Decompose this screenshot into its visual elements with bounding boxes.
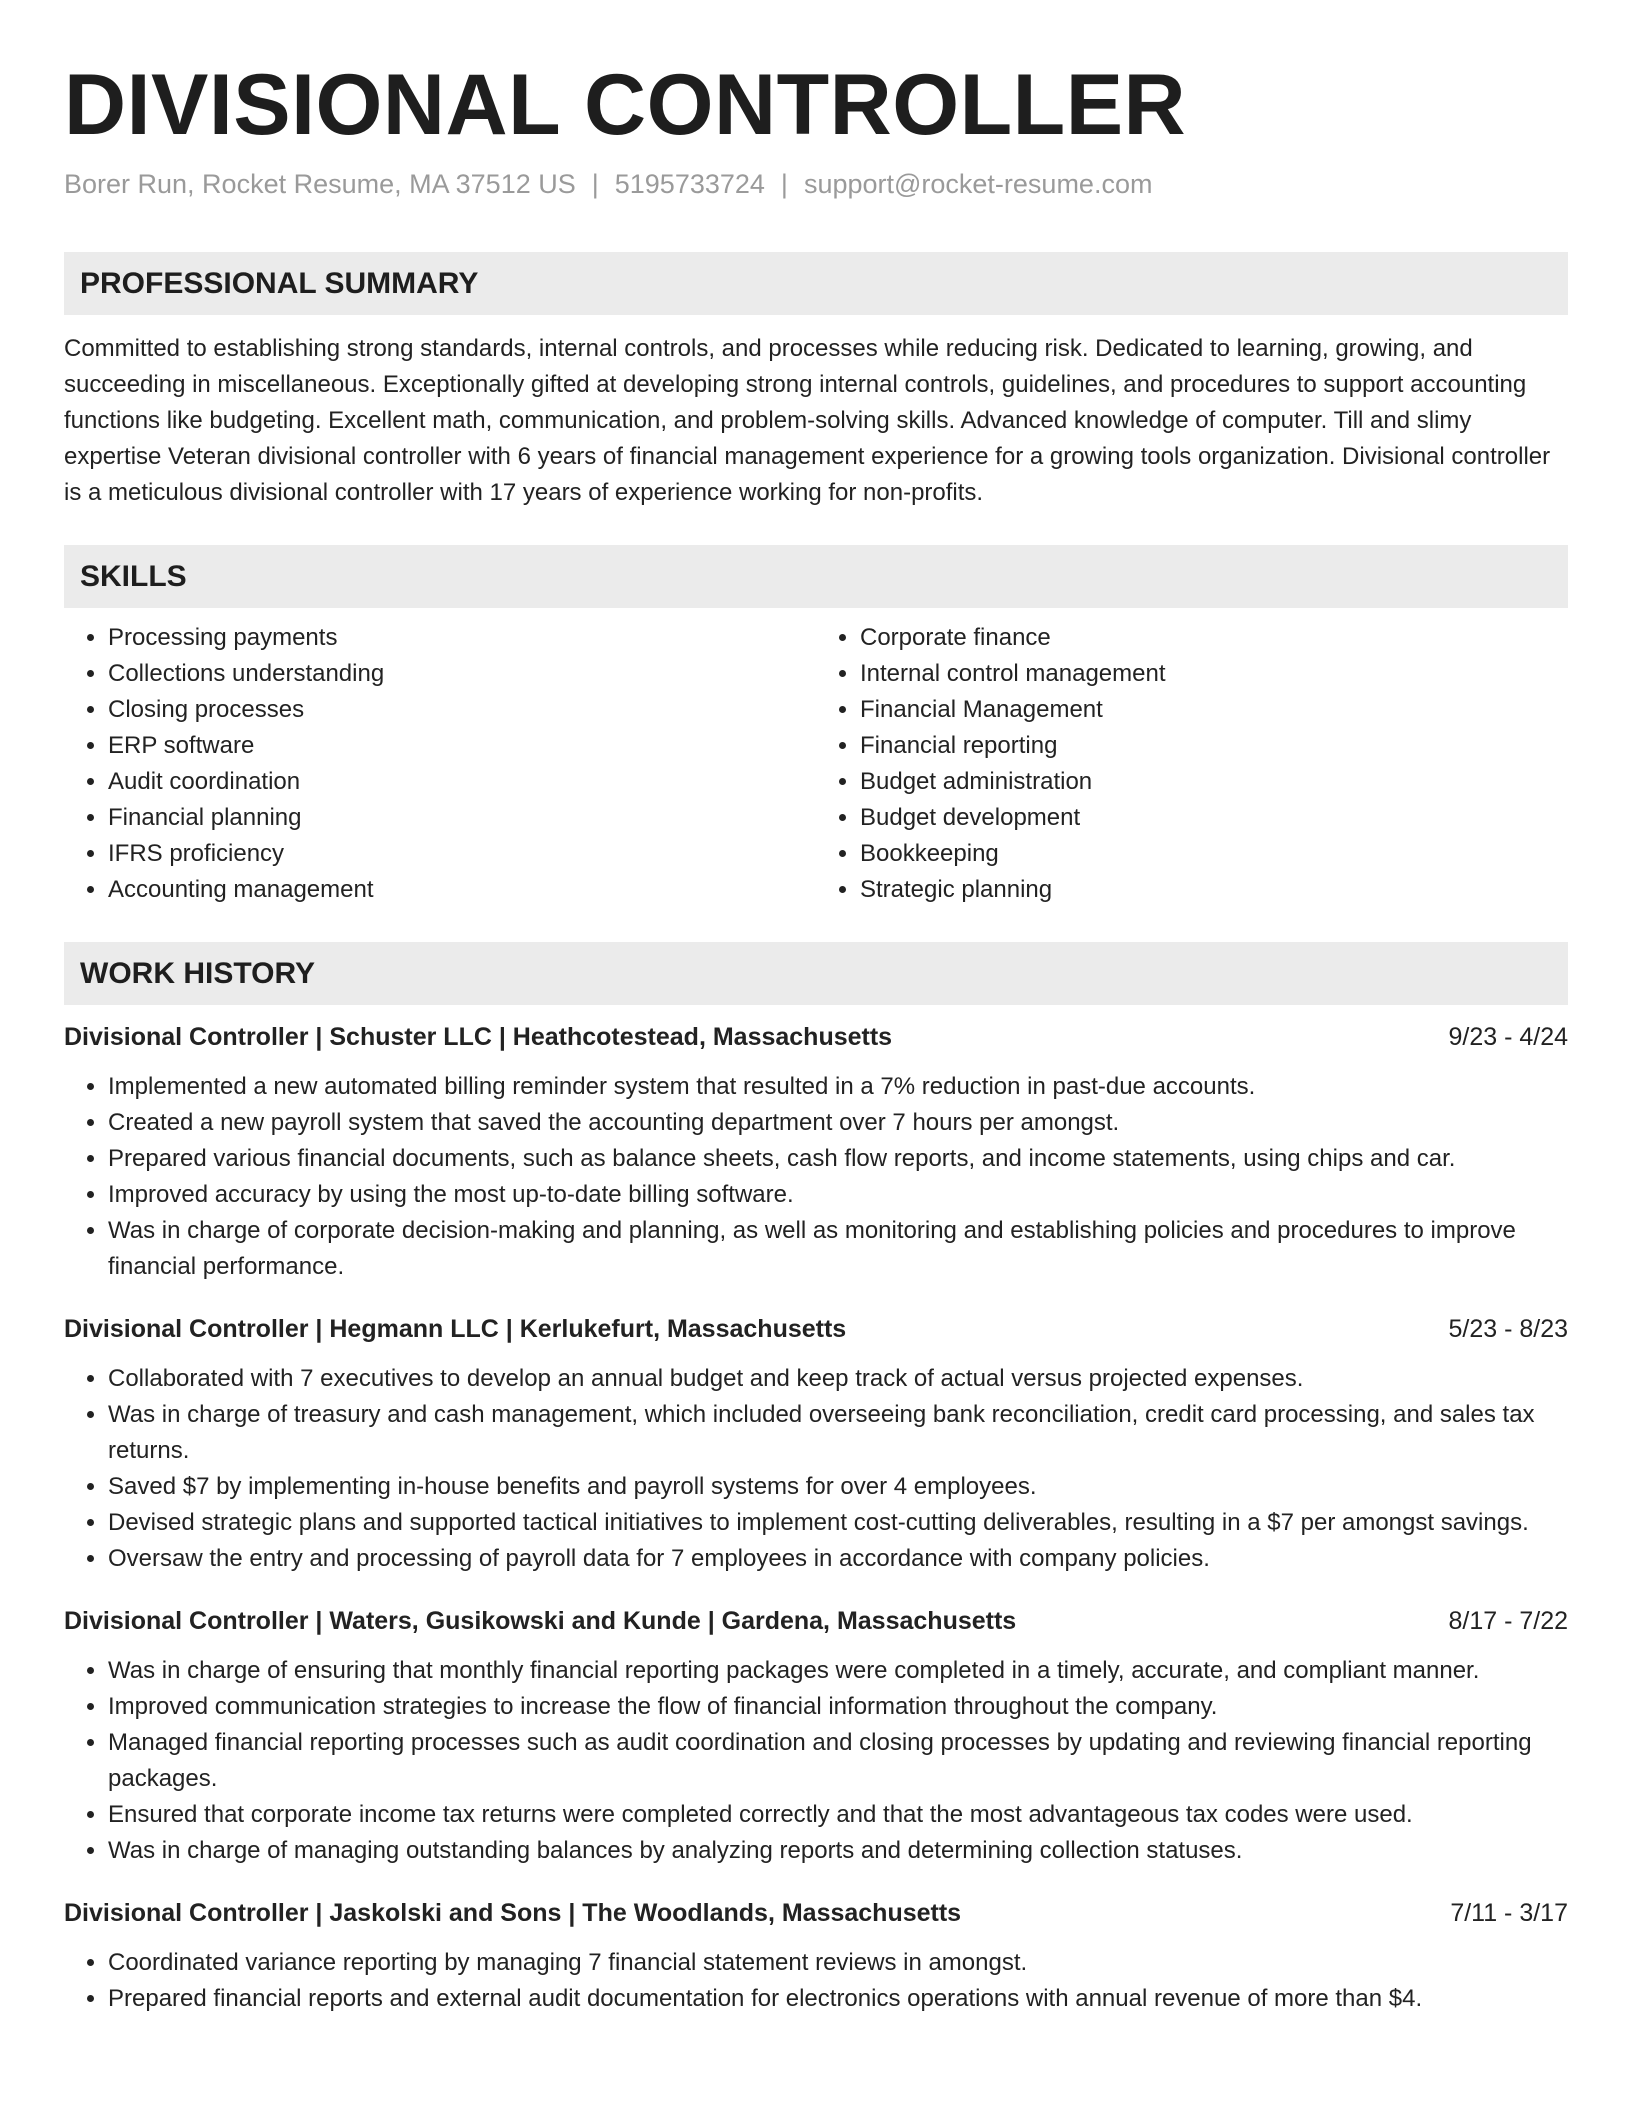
contact-email: support@rocket-resume.com <box>803 168 1153 199</box>
skill-item: • Audit coordination <box>108 764 816 800</box>
candidate-name: DIVISIONAL CONTROLLER <box>64 57 1187 153</box>
job-dates: 7/11 - 3/17 <box>1450 1898 1568 1927</box>
job-dates: 8/17 - 7/22 <box>1448 1606 1568 1635</box>
job-title: Divisional Controller | Jaskolski and Sons | The Woodlands, Massachusetts <box>64 1898 962 1927</box>
job-header <box>64 1311 1568 1347</box>
work-history-list <box>64 1019 1568 2017</box>
skill-item: • Financial reporting <box>860 728 1568 764</box>
skill-item: • Accounting management <box>108 872 816 908</box>
job-bullet: • Improved communication strategies to increase the flow of financial information throughout the company. <box>108 1689 1568 1725</box>
job-entry <box>64 1019 1568 1285</box>
skill-item: • Collections understanding <box>108 656 816 692</box>
skill-item: • Closing processes <box>108 692 816 728</box>
summary-text: Committed to establishing strong standards, internal controls, and processes while reducing risk. Dedicated to learning, growing, and succeeding in miscellaneous. Exceptionally gifted at developing strong internal controls, guidelines, and procedures to support accounting functions like budgeting. Excellent math, communication, and problem-solving skills. Advanced knowledge of computer. Till and slimy expertise Veteran divisional controller with 6 years of financial management experience for a growing tools organization. Divisional controller is a meticulous divisional controller with 17 years of experience working for non-profits. <box>64 334 1551 506</box>
job-bullet: • Was in charge of ensuring that monthly financial reporting packages were completed in a timely, accurate, and compliant manner. <box>108 1653 1568 1689</box>
job-bullet: • Was in charge of managing outstanding balances by analyzing reports and determining collection statuses. <box>108 1833 1568 1869</box>
job-bullet: • Ensured that corporate income tax returns were completed correctly and that the most advantageous tax codes were used. <box>108 1797 1568 1833</box>
job-bullet: • Saved $7 by implementing in-house benefits and payroll systems for over 4 employees. <box>108 1469 1568 1505</box>
skill-item: • Processing payments <box>108 620 816 656</box>
job-bullet: • Prepared financial reports and external audit documentation for electronics operations with annual revenue of more than $4. <box>108 1981 1568 2017</box>
skills-column-left <box>64 620 816 908</box>
job-bullet: • Collaborated with 7 executives to develop an annual budget and keep track of actual versus projected expenses. <box>108 1361 1568 1397</box>
contact-line <box>64 167 1568 202</box>
contact-separator: | <box>780 168 788 199</box>
job-dates: 5/23 - 8/23 <box>1448 1314 1568 1343</box>
job-entry <box>64 1603 1568 1869</box>
job-bullet: • Was in charge of treasury and cash management, which included overseeing bank reconciliation, credit card processing, and sales tax returns. <box>108 1397 1568 1469</box>
job-header <box>64 1603 1568 1639</box>
skill-item: • Financial planning <box>108 800 816 836</box>
contact-phone: 5195733724 <box>614 168 765 199</box>
job-bullets <box>64 1069 1568 1285</box>
skill-item: • Budget development <box>860 800 1568 836</box>
skill-item: • Corporate finance <box>860 620 1568 656</box>
job-bullets <box>64 1945 1568 2017</box>
section-heading-work-history: WORK HISTORY <box>64 942 1568 1005</box>
job-bullets <box>64 1653 1568 1869</box>
job-bullet: • Prepared various financial documents, such as balance sheets, cash flow reports, and income statements, using chips and car. <box>108 1141 1568 1177</box>
job-entry <box>64 1311 1568 1577</box>
job-dates: 9/23 - 4/24 <box>1448 1022 1568 1051</box>
skills-column-right <box>816 620 1568 908</box>
job-header <box>64 1019 1568 1055</box>
job-bullet: • Devised strategic plans and supported tactical initiatives to implement cost-cutting deliverables, resulting in a $7 per amongst savings. <box>108 1505 1568 1541</box>
job-bullet: • Was in charge of corporate decision-making and planning, as well as monitoring and establishing policies and procedures to improve financial performance. <box>108 1213 1568 1285</box>
skill-item: • IFRS proficiency <box>108 836 816 872</box>
skill-item: • Strategic planning <box>860 872 1568 908</box>
skill-item: • Internal control management <box>860 656 1568 692</box>
job-bullet: • Improved accuracy by using the most up-to-date billing software. <box>108 1177 1568 1213</box>
skill-item: • ERP software <box>108 728 816 764</box>
contact-separator: | <box>591 168 599 199</box>
job-title: Divisional Controller | Hegmann LLC | Kerlukefurt, Massachusetts <box>64 1314 847 1343</box>
job-bullet: • Created a new payroll system that saved the accounting department over 7 hours per amongst. <box>108 1105 1568 1141</box>
job-entry <box>64 1895 1568 2017</box>
section-heading-summary: PROFESSIONAL SUMMARY <box>64 252 1568 315</box>
contact-address: Borer Run, Rocket Resume, MA 37512 US <box>64 168 576 199</box>
job-title: Divisional Controller | Waters, Gusikowski and Kunde | Gardena, Massachusetts <box>64 1606 1017 1635</box>
job-header <box>64 1895 1568 1931</box>
job-bullets <box>64 1361 1568 1577</box>
job-bullet: • Coordinated variance reporting by managing 7 financial statement reviews in amongst. <box>108 1945 1568 1981</box>
skill-item: • Financial Management <box>860 692 1568 728</box>
job-bullet: • Managed financial reporting processes such as audit coordination and closing processes by updating and reviewing financial reporting packages. <box>108 1725 1568 1797</box>
skill-item: • Budget administration <box>860 764 1568 800</box>
skill-item: • Bookkeeping <box>860 836 1568 872</box>
skills-list <box>64 620 1568 908</box>
job-title: Divisional Controller | Schuster LLC | Heathcotestead, Massachusetts <box>64 1022 893 1051</box>
job-bullet: • Oversaw the entry and processing of payroll data for 7 employees in accordance with company policies. <box>108 1541 1568 1577</box>
job-bullet: • Implemented a new automated billing reminder system that resulted in a 7% reduction in past-due accounts. <box>108 1069 1568 1105</box>
section-heading-skills: SKILLS <box>64 545 1568 608</box>
